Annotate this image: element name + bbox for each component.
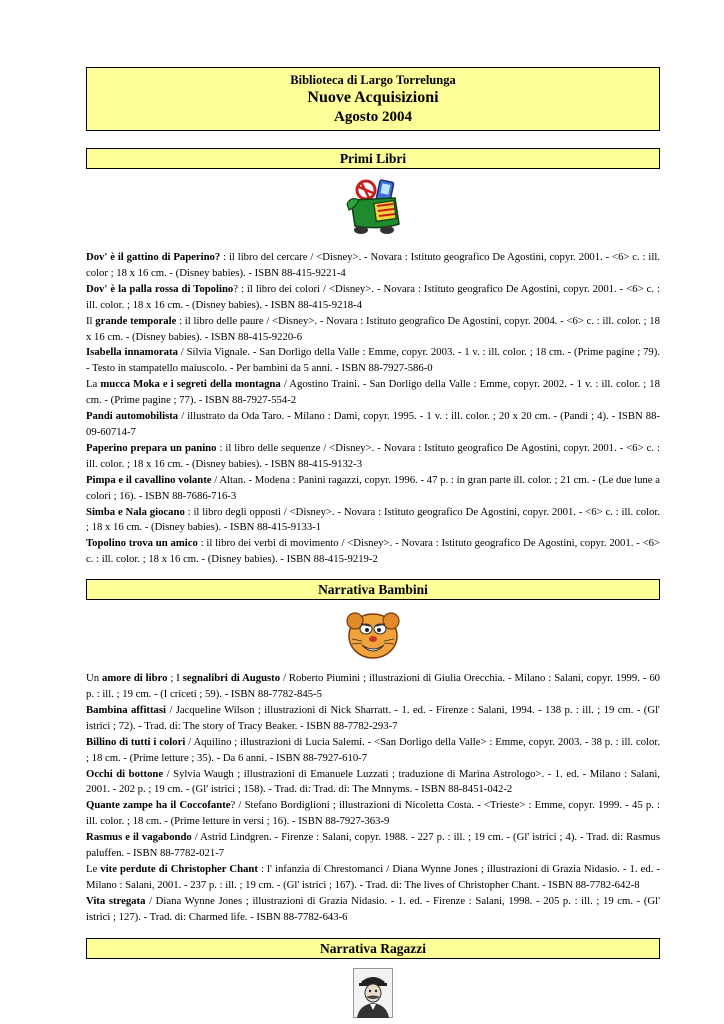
man-portrait-icon [86,968,660,1018]
catalog-entry [86,473,660,505]
entry-text: La [86,378,101,391]
entry-title: Billino di tutti i colori [86,735,186,748]
catalog-entry [86,314,660,346]
entry-text: Il [86,314,96,327]
entry-title: Occhi di bottone [86,767,164,780]
catalog-entry [86,671,660,703]
entry-title: Dov' è il gattino di Paperino? [86,251,221,263]
catalog-entry [86,345,660,377]
entry-title: grande temporale [95,314,177,327]
catalog-entry [86,862,660,894]
catalog-entry [86,441,660,473]
entry-text: / Diana Wynne Jones ; illustrazioni di Grazia Nidasio. - 1. ed. - Firenze : Salani, 1998. - 205 p. : ill. ; 19 cm. - (Gl' istrici ; 127). - Trad. di: Charmed life. - ISBN 88-7782-643-6 [86,894,661,923]
entry-text: ? : il libro dei colori / <Disney>. - Novara : Istituto geografico De Agostini, copyr. 2001. - <6> c. : ill. color. ; 18 x 16 cm. - (Disney babies). - ISBN 88-415-9218-4 [86,282,660,311]
catalog-entry [86,250,660,282]
section-heading-primi-libri: Primi Libri [86,148,660,169]
catalog-entry [86,735,660,767]
catalog-entry [86,409,660,441]
entry-title: Topolino trova un amico [86,537,198,550]
entry-text: : il libro delle sequenze / <Disney>. - Novara : Istituto geografico De Agostini, copyr. 2001. - <6> c. : ill. color. ; 18 x 16 cm. - (Disney babies). - ISBN 88-415-9132-3 [86,441,660,470]
entries-primi-libri [86,250,660,568]
entry-text: / Sylvia Waugh ; illustrazioni di Emanuele Luzzati ; traduzione di Marina Astrologo>. - 1. ed. - Milano : Salani, 2001. - 202 p. ; 19 cm. - (Gl' istrici ; 158). - Trad. di: Trad. di: The Mnnyms. - ISBN 88-8451-042-2 [86,767,660,796]
catalog-entry [86,703,660,735]
entry-text: / Silvia Vignale. - San Dorligo della Valle : Emme, copyr. 2003. - 1 v. : ill. color. ; 18 cm. - (Prime pagine ; 79). - Testo in stampatello maiuscolo. - Per bambini da 5 anni. - ISBN 88-7927-586-0 [86,346,661,375]
entry-title: Rasmus e il vagabondo [86,831,192,844]
page-title: Nuove Acquisizioni [307,89,439,106]
library-name: Biblioteca di Largo Torrelunga [290,73,456,87]
entry-text: ? / Stefano Bordiglioni ; illustrazioni di Nicoletta Costa. - <Trieste> : Emme, copyr. 1999. - 45 p. : ill. color. ; 18 cm. - (Prime letture in versi ; 16). - ISBN 88-7927-363-9 [86,799,661,828]
header-box [86,67,660,131]
catalog-entry [86,830,660,862]
section-heading-narrativa-ragazzi: Narrativa Ragazzi [86,938,660,959]
entry-title: Pandi automobilista [86,410,179,423]
entry-title: segnalibri di Augusto [182,672,281,685]
entry-title: Quante zampe ha il Coccofante [86,799,231,812]
entry-title: Simba e Nala giocano [86,505,185,518]
entry-text: Le [86,863,101,875]
entry-title: amore di libro [102,672,168,685]
entry-text: / illustrato da Oda Taro. - Milano : Dami, copyr. 1995. - 1 v. : ill. color. ; 20 x 20 cm. - (Pandi ; 4). - ISBN 88-09-60714-7 [86,410,660,438]
entry-text: / Roberto Piumini ; illustrazioni di Giulia Orecchia. - Milano : Salani, copyr. 1999. - 60 p. : ill. ; 19 cm. - (I criceti ; 59). - ISBN 88-7782-845-5 [86,672,661,701]
entry-title: Paperino prepara un panino [86,441,217,454]
entry-text: / Altan. - Modena : Panini ragazzi, copyr. 1996. - 47 p. : in gran parte ill. color. ; 21 cm. - (Le due lune a colori ; 16). - ISBN 88-7686-716-3 [86,473,660,502]
entry-text: : il libro delle paure / <Disney>. - Novara : Istituto geografico De Agostini, copyr. 2004. - <6> c. : ill. color. ; 18 x 16 cm. - (Disney babies). - ISBN 88-415-9220-6 [86,314,660,343]
catalog-entry [86,798,660,830]
entry-text: / Jacqueline Wilson ; illustrazioni di Nick Sharratt. - 1. ed. - Firenze : Salani, 1994. - 138 p. : ill. ; 19 cm. - (Gl' istrici ; 72). - Trad. di: The story of Tracy Beaker. - ISBN 88-7782-293-7 [86,703,660,732]
catalog-entry [86,377,660,409]
entry-title: Dov' è la palla rossa di Topolino [86,282,234,295]
entry-text: / Aquilino ; illustrazioni di Lucia Salemi. - <San Dorligo della Valle> : Emme, copyr. 2003. - 38 p. : ill. color. ; 18 cm. - (Prime letture ; 35). - Da 6 anni. - ISBN 88-7927-610-7 [86,735,660,764]
entry-text: : l' infanzia di Chrestomanci / Diana Wynne Jones ; illustrazioni di Grazia Nidasio. - 1. ed. - Milano : Salani, 2001. - 237 p. : ill. ; 19 cm. - (Gl' istrici ; 167). - Trad. di: The lives of Christopher Chant. - ISBN 88-7782-642-8 [86,863,660,891]
entry-text: / Astrid Lindgren. - Firenze : Salani, copyr. 1988. - 227 p. : ill. ; 19 cm. - (Gl' istrici ; 4). - Trad. di: Rasmus paluffen. - ISBN 88-7782-021-7 [86,831,660,860]
page-date: Agosto 2004 [334,109,412,125]
entry-text: Un [86,672,102,685]
catalog-page [86,67,660,1018]
entry-title: Vita stregata [86,894,146,907]
entry-text: : il libro del cercare / <Disney>. - Novara : Istituto geografico De Agostini, copyr. 2001. - <6> c. : ill. color ; 18 x 16 cm. - (Disney babies). - ISBN 88-415-9221-4 [86,251,660,279]
entry-title: Pimpa e il cavallino volante [86,473,212,486]
entry-title: Bambina affittasi [86,703,166,716]
entry-title: vite perdute di Christopher Chant [100,863,258,875]
entry-text: : il libro dei verbi di movimento / <Disney>. - Novara : Istituto geografico De Agostini, copyr. 2001. - <6> c. : ill. color. ; 18 x 16 cm. - (Disney babies). - ISBN 88-415-9219-2 [86,537,660,566]
entry-title: Isabella innamorata [86,346,178,359]
entry-text: / Agostino Traini. - San Dorligo della Valle : Emme, copyr. 2002. - 1 v. : ill. color. ; 18 cm. - (Prime pagine ; 77). - ISBN 88-7927-554-2 [86,378,660,407]
mouse-character-icon [86,609,660,661]
catalog-entry [86,282,660,314]
catalog-entry [86,505,660,537]
catalog-entry [86,536,660,568]
entry-text: ; I [167,672,183,685]
entry-title: mucca Moka e i segreti della montagna [100,378,281,391]
section-heading-narrativa-bambini: Narrativa Bambini [86,579,660,600]
entries-narrativa-bambini [86,671,660,926]
catalog-entry [86,767,660,799]
toy-box-icon [86,178,660,237]
entry-text: : il libro degli opposti / <Disney>. - Novara : Istituto geografico De Agostini, copyr. 2001. - <6> c. : ill. color. ; 18 x 16 cm. - (Disney babies). - ISBN 88-415-9133-1 [86,505,660,534]
catalog-entry [86,894,660,926]
